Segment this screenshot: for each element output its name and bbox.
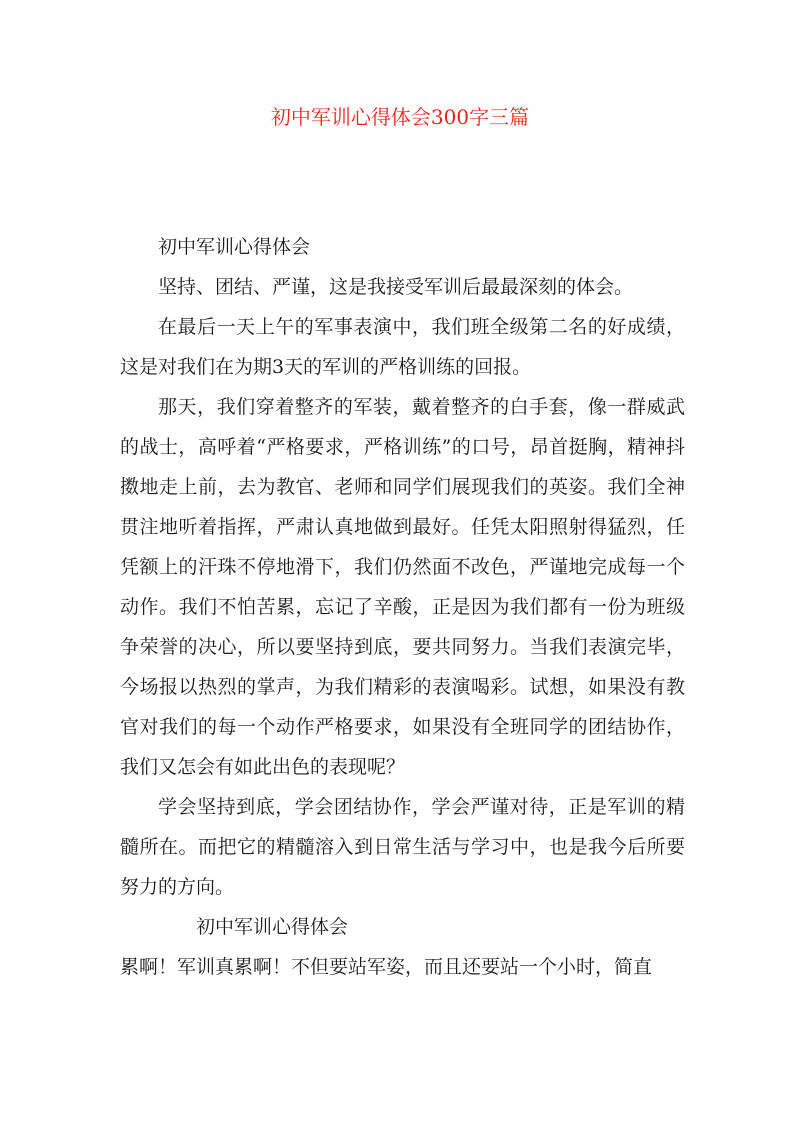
paragraph: 坚持、团结、严谨，这是我接受军训后最最深刻的体会。 bbox=[158, 276, 634, 298]
paragraph: 在最后一天上午的军事表演中，我们班全级第二名的好成绩，这是对我们在为期3天的军训的严格训练的回报。 bbox=[120, 316, 685, 378]
section-heading: 初中军训心得体会 bbox=[196, 916, 349, 938]
paragraph: 累啊！军训真累啊！不但要站军姿，而且还要站一个小时，简直 bbox=[120, 956, 653, 978]
document-body bbox=[120, 227, 685, 987]
paragraph: 学会坚持到底，学会团结协作，学会严谨对待，正是军训的精髓所在。而把它的精髓溶入到日常生活与学习中，也是我今后所要努力的方向。 bbox=[120, 796, 685, 898]
paragraph: 那天，我们穿着整齐的军装，戴着整齐的白手套，像一群威武的战士，高呼着“严格要求，严格训练”的口号，昂首挺胸，精神抖擞地走上前，去为教官、老师和同学们展现我们的英姿。我们全神贯注地听着指挥，严肃认真地做到最好。任凭太阳照射得猛烈，任凭额上的汗珠不停地滑下，我们仍然面不改色，严谨地完成每一个动作。我们不怕苦累，忘记了辛酸，正是因为我们都有一份为班级争荣誉的决心，所以要坚持到底，要共同努力。当我们表演完毕，今场报以热烈的掌声，为我们精彩的表演喝彩。试想，如果没有教官对我们的每一个动作严格要求，如果没有全班同学的团结协作，我们又怎会有如此出色的表现呢？ bbox=[120, 396, 685, 778]
section-heading: 初中军训心得体会 bbox=[158, 236, 311, 258]
document-title: 初中军训心得体会300字三篇 bbox=[270, 105, 530, 129]
